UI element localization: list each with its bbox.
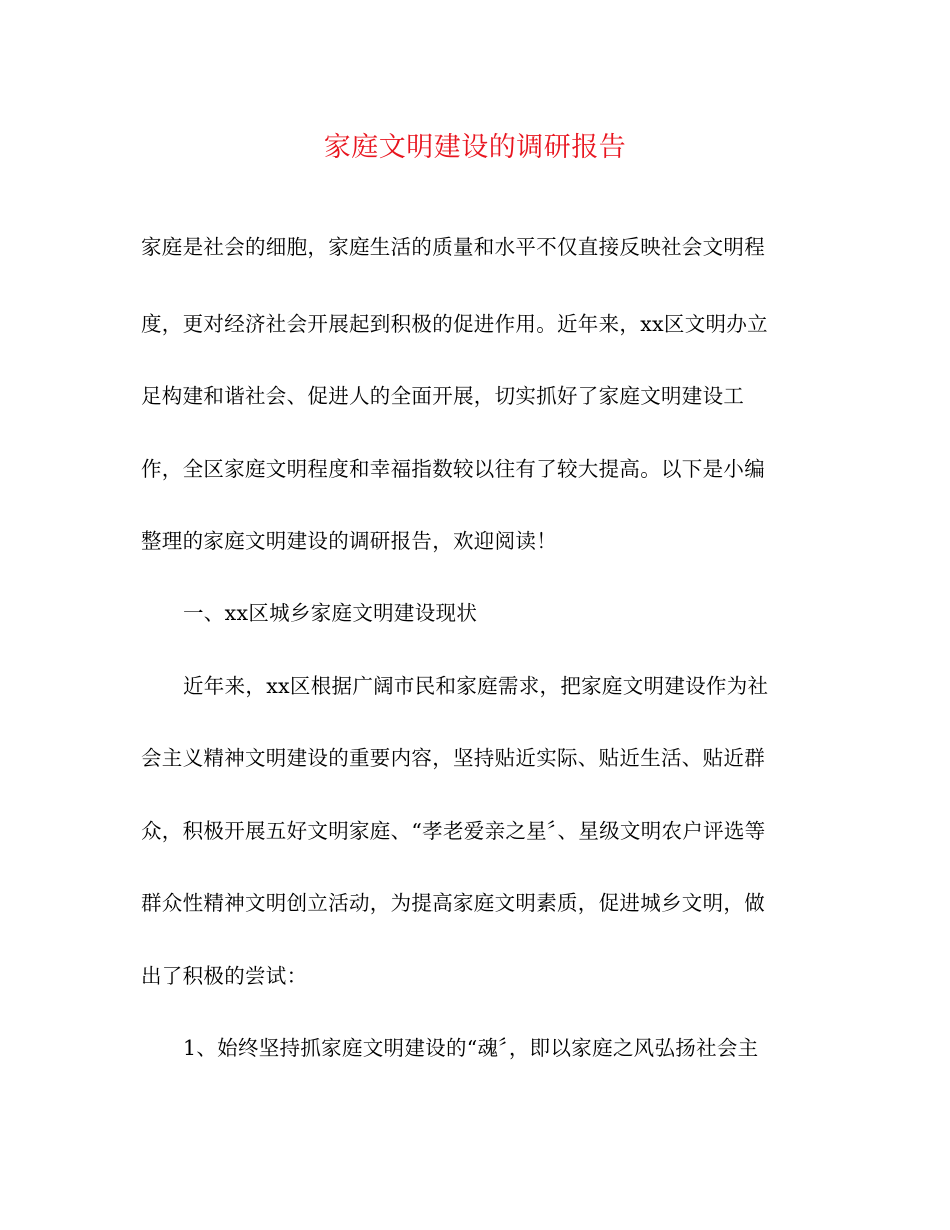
paragraph-line: 近年来，xx区根据广阔市民和家庭需求，把家庭文明建设作为社: [183, 674, 769, 698]
paragraph-line: 整理的家庭文明建设的调研报告，欢迎阅读！: [141, 529, 557, 553]
paragraph-line: 家庭是社会的细胞，家庭生活的质量和水平不仅直接反映社会文明程: [141, 235, 765, 259]
paragraph-line: 度，更对经济社会开展起到积极的促进作用。近年来，xx区文明办立: [141, 312, 768, 336]
paragraph-line: 1、始终坚持抓家庭文明建设的“魂〞，即以家庭之风弘扬社会主: [183, 1036, 759, 1060]
document-title: 家庭文明建设的调研报告: [323, 132, 627, 163]
paragraph-line: 作，全区家庭文明程度和幸福指数较以往有了较大提高。以下是小编: [141, 457, 765, 481]
section-heading: 一、xx区城乡家庭文明建设现状: [183, 601, 478, 625]
paragraph-line: 群众性精神文明创立活动，为提高家庭文明素质，促进城乡文明，做: [141, 891, 765, 915]
paragraph-line: 出了积极的尝试：: [141, 964, 308, 988]
paragraph-line: 足构建和谐社会、促进人的全面开展，切实抓好了家庭文明建设工: [141, 384, 745, 408]
paragraph-line: 会主义精神文明建设的重要内容，坚持贴近实际、贴近生活、贴近群: [141, 746, 765, 770]
paragraph-line: 众，积极开展五好文明家庭、“孝老爱亲之星〞、星级文明农户评选等: [141, 819, 766, 843]
